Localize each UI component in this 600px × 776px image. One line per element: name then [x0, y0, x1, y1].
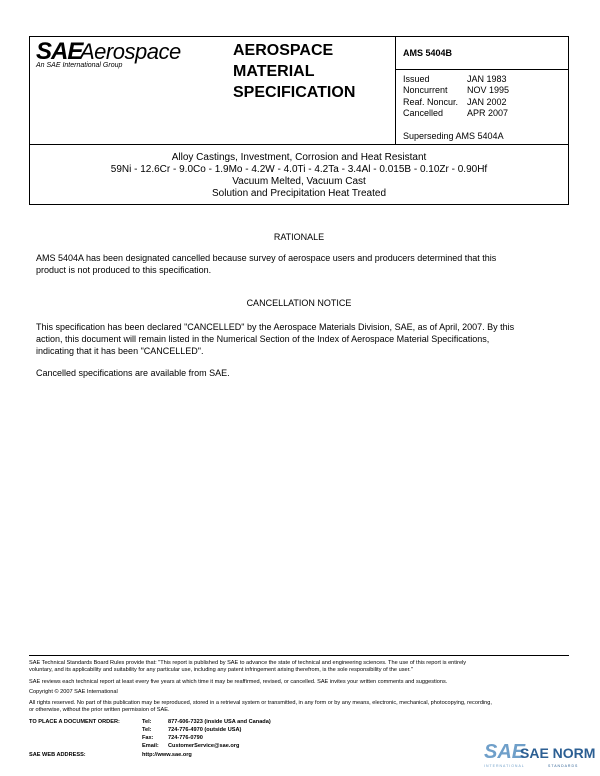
- footer-line: SAE Technical Standards Board Rules provide that: "This report is published by SAE to advance the state of technical and engineering sciences. The use of this report is entirely: [29, 660, 467, 666]
- subject-line: 59Ni - 12.6Cr - 9.0Co - 1.9Mo - 4.2W - 4.0Ti - 4.2Ta - 3.4Al - 0.015B - 0.10Zr - 0.90Hf: [110, 164, 488, 175]
- superseding-note: Superseding AMS 5404A: [403, 131, 504, 141]
- date-label: Cancelled: [403, 108, 444, 118]
- footer-line: voluntary, and its applicability and suitability for any particular use, including any patent infringement arising therefrom, is the sole responsibility of the user.": [29, 667, 413, 673]
- title-line: SPECIFICATION: [233, 84, 356, 101]
- date-label: Issued: [403, 74, 430, 84]
- text-line: AMS 5404A has been designated cancelled because survey of aerospace users and producers determined that this: [36, 253, 497, 263]
- subject-line: Vacuum Melted, Vacuum Cast: [232, 176, 366, 187]
- sae-norm-logo-text: SAE NORM: [520, 745, 596, 761]
- contact-label: Tel:: [142, 727, 152, 733]
- title-line: MATERIAL: [233, 63, 315, 80]
- date-value: NOV 1995: [467, 85, 510, 95]
- date-label: Noncurrent: [403, 85, 448, 95]
- rationale-heading: RATIONALE: [273, 232, 325, 242]
- contact-value: 724-776-0790: [168, 735, 203, 741]
- cancellation-text: [36, 321, 563, 357]
- text-line: product is not produced to this specification.: [36, 265, 212, 275]
- cancellation-heading: CANCELLATION NOTICE: [246, 298, 352, 308]
- web-address-link[interactable]: http://www.sae.org: [142, 752, 192, 758]
- logo-subtitle: An SAE International Group: [36, 62, 123, 69]
- footer-line: or otherwise, without the prior written permission of SAE.: [29, 707, 170, 713]
- footer-line: All rights reserved. No part of this publication may be reproduced, stored in a retrieval system or transmitted, in any form or by any means, electronic, mechanical, photocopying, recording,: [29, 700, 492, 706]
- footer-rights-text: [29, 700, 569, 714]
- date-value: JAN 2002: [467, 97, 507, 107]
- title-line: AEROSPACE: [233, 42, 334, 59]
- contact-label: Email:: [142, 743, 159, 749]
- sae-logo: SAE: [36, 38, 83, 65]
- order-label: TO PLACE A DOCUMENT ORDER:: [29, 719, 120, 725]
- footer-review-text: SAE reviews each technical report at least every five years at which time it may be reaffirmed, revised, or cancelled. SAE invites your written comments and suggestions.: [29, 679, 448, 685]
- sae-norm-logo-mark: SAE: [484, 741, 526, 763]
- sae-norm-logo-international: INTERNATIONAL: [484, 764, 525, 768]
- text-line: indicating that it has been "CANCELLED".: [36, 346, 204, 356]
- email-link[interactable]: CustomerService@sae.org: [168, 743, 240, 749]
- subject-line: Alloy Castings, Investment, Corrosion and Heat Resistant: [171, 152, 427, 163]
- document-number: AMS 5404B: [403, 48, 453, 58]
- rationale-text: [36, 252, 563, 276]
- text-line: action, this document will remain listed in the Numerical Section of the Index of Aerospace Material Specifications,: [36, 334, 490, 344]
- header-divider: [396, 69, 568, 70]
- availability-note: Cancelled specifications are available from SAE.: [36, 368, 230, 378]
- footer-rule: [29, 655, 569, 656]
- web-address-label: SAE WEB ADDRESS:: [29, 752, 86, 758]
- contact-value: 877-606-7323 (inside USA and Canada): [168, 719, 271, 725]
- sae-norm-logo-standards: STANDARDS: [548, 764, 579, 768]
- contact-label: Tel:: [142, 719, 152, 725]
- footer-copyright: Copyright © 2007 SAE International: [29, 689, 118, 695]
- contact-label: Fax:: [142, 735, 154, 741]
- date-value: JAN 1983: [467, 74, 507, 84]
- text-line: This specification has been declared "CANCELLED" by the Aerospace Materials Division, SAE, as of April, 2007. By this: [36, 322, 515, 332]
- contact-value: 724-776-4970 (outside USA): [168, 727, 242, 733]
- date-label: Reaf. Noncur.: [403, 97, 459, 107]
- date-value: APR 2007: [467, 108, 509, 118]
- aerospace-logo-text: Aerospace: [80, 39, 181, 64]
- document-type-title: [233, 40, 363, 103]
- header-divider: [395, 37, 396, 144]
- footer-rules-text: [29, 660, 569, 674]
- subject-line: Solution and Precipitation Heat Treated: [212, 188, 386, 199]
